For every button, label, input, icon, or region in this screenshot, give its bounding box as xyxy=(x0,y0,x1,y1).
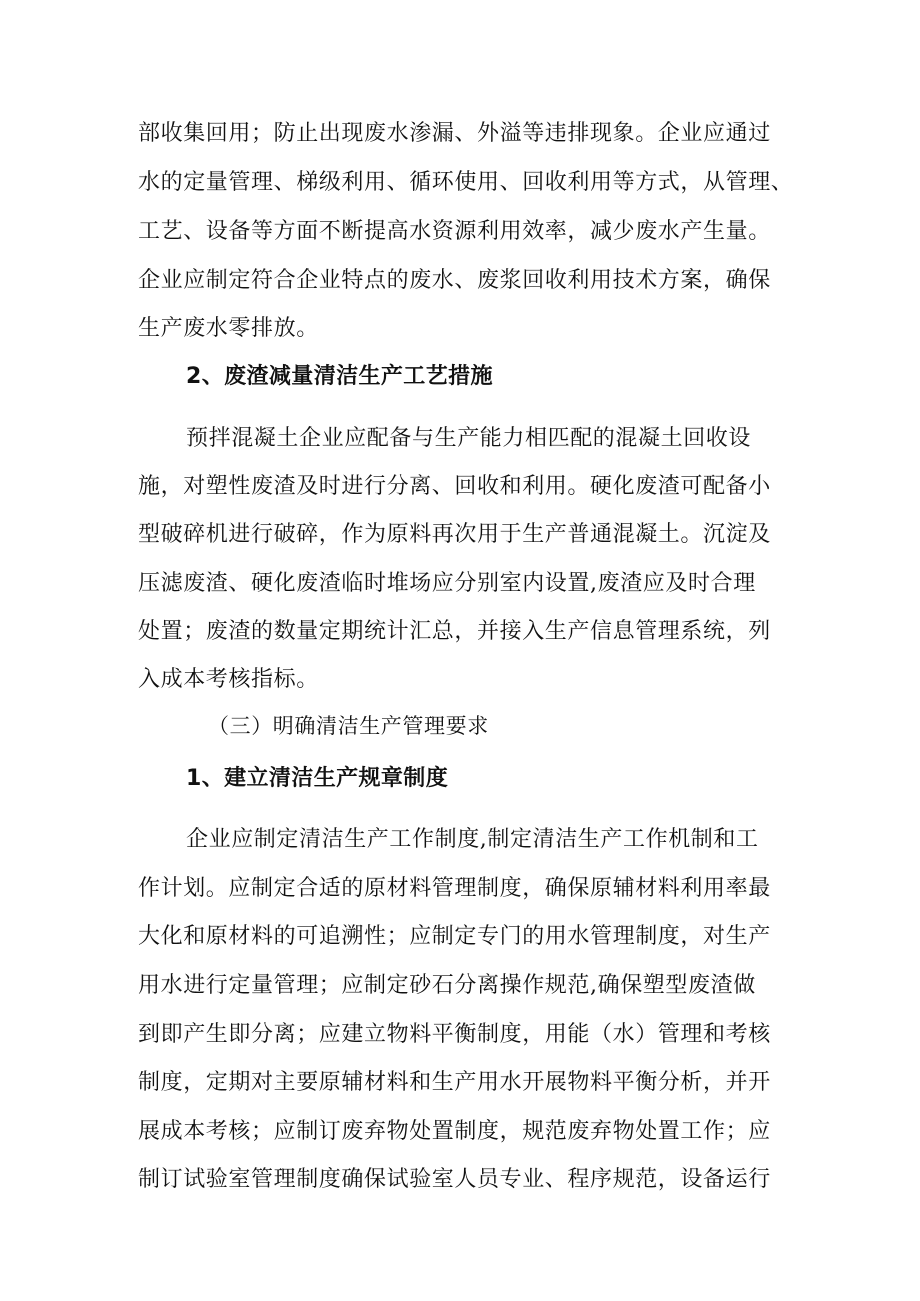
paragraph-line: 用水进行定量管理；应制定砂石分离操作规范,确保塑型废渣做 xyxy=(138,973,756,998)
paragraph-line: 水的定量管理、梯级利用、循环使用、回收利用等方式，从管理、 xyxy=(138,170,794,195)
paragraph-line: 展成本考核；应制订废弃物处置制度，规范废弃物处置工作；应 xyxy=(138,1119,771,1144)
paragraph-line: 到即产生即分离；应建立物料平衡制度，用能（水）管理和考核 xyxy=(138,1022,771,1047)
paragraph-line: 制度，定期对主要原辅材料和生产用水开展物料平衡分析，并开 xyxy=(138,1070,771,1095)
paragraph-line: 生产废水零排放。 xyxy=(138,316,319,341)
paragraph-line: 制订试验室管理制度确保试验室人员专业、程序规范，设备运行 xyxy=(138,1167,771,1192)
paragraph-line: 企业应制定符合企业特点的废水、废浆回收利用技术方案，确保 xyxy=(138,268,771,293)
paragraph-line: 大化和原材料的可追溯性；应制定专门的用水管理制度，对生产 xyxy=(138,924,771,949)
paragraph-line: 压滤废渣、硬化废渣临时堆场应分别室内设置,废渣应及时合理 xyxy=(138,571,756,596)
section-heading: （三）明确清洁生产管理要求 xyxy=(208,714,489,738)
subsection-heading: 1、建立清洁生产规章制度 xyxy=(186,766,449,791)
paragraph-line: 型破碎机进行破碎，作为原料再次用于生产普通混凝土。沉淀及 xyxy=(138,522,771,547)
paragraph-line: 企业应制定清洁生产工作制度,制定清洁生产工作机制和工 xyxy=(186,827,759,852)
paragraph-line: 处置；废渣的数量定期统计汇总，并接入生产信息管理系统，列 xyxy=(138,619,771,644)
paragraph-line: 作计划。应制定合适的原材料管理制度，确保原辅材料利用率最 xyxy=(138,876,771,901)
paragraph-line: 部收集回用；防止出现废水渗漏、外溢等违排现象。企业应通过 xyxy=(138,121,771,146)
paragraph-line: 工艺、设备等方面不断提高水资源利用效率，减少废水产生量。 xyxy=(138,219,771,244)
section-heading: 2、废渣减量清洁生产工艺措施 xyxy=(186,364,493,389)
paragraph-line: 入成本考核指标。 xyxy=(138,667,319,692)
paragraph-line: 施，对塑性废渣及时进行分离、回收和利用。硬化废渣可配备小 xyxy=(138,474,771,499)
paragraph-line: 预拌混凝土企业应配备与生产能力相匹配的混凝土回收设 xyxy=(186,426,752,451)
